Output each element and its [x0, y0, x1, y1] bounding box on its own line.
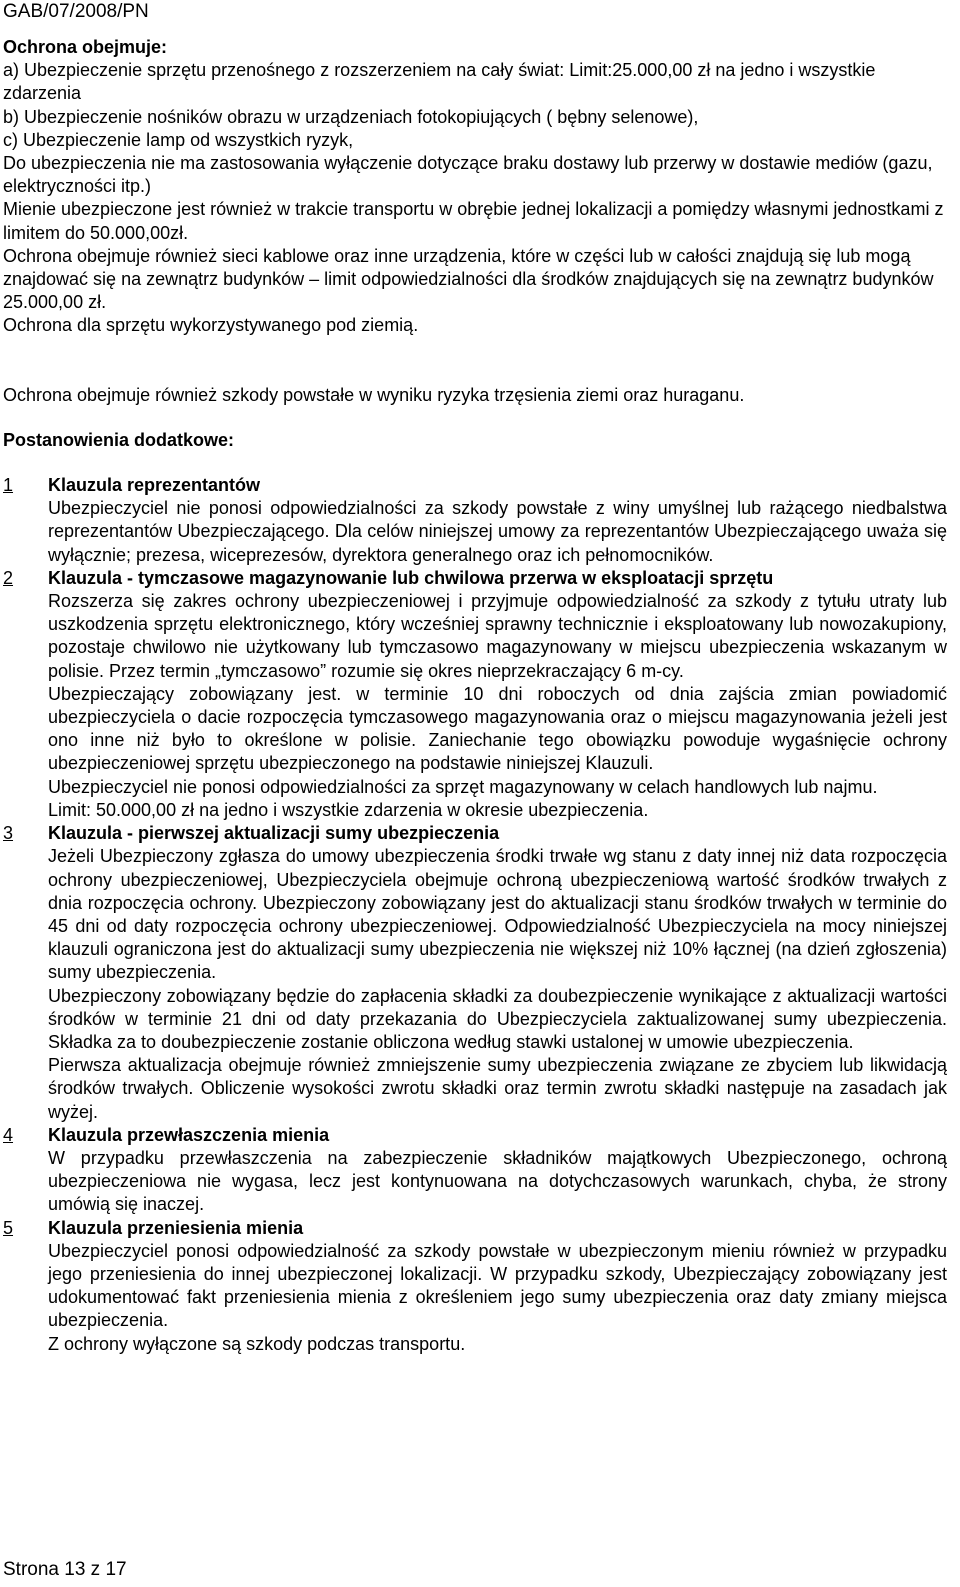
coverage-cable-note: Ochrona obejmuje również sieci kablowe oraz inne urządzenia, które w części lub w całości znajdują się lub mogą znajdować się na zewnątrz budynków – limit odpowiedzialności dla środków znajdujących się na zewnątrz budynków 25.000,00 zł. — [3, 245, 934, 313]
clause-paragraph: Ubezpieczyciel nie ponosi odpowiedzialności za sprzęt magazynowany w celach handlowych lub najmu. — [48, 776, 878, 797]
clause-body — [3, 1240, 947, 1356]
clause-number: 1 — [3, 475, 14, 496]
coverage-line-c: c) Ubezpieczenie lamp od wszystkich ryzyk, — [3, 129, 354, 150]
coverage-underground-note: Ochrona dla sprzętu wykorzystywanego pod ziemią. — [3, 315, 419, 336]
document-id: GAB/07/2008/PN — [3, 1, 149, 22]
clause-header — [3, 474, 947, 497]
clause-paragraph: Pierwsza aktualizacja obejmuje również zmniejszenie sumy ubezpieczenia związane ze zbyciem lub likwidacją środków trwałych. Obliczenie wysokości zwrotu składki oraz termin zwrotu składki następuje na zasadach jak wyżej. — [48, 1055, 947, 1122]
clause-paragraph: Ubezpieczający zobowiązany jest. w terminie 10 dni roboczych od dnia zajścia zmian powiadomić ubezpieczyciela o dacie rozpoczęcia tymczasowego magazynowania oraz o miejscu magazynowania jeżeli jest ono inne niż było to określone w polisie. Zaniechanie tego obowiązku powoduje wygaśnięcie ochrony ubezpieczeniowej sprzętu ubezpieczonego na podstawie niniejszej Klauzuli. — [48, 683, 947, 774]
clause-1 — [3, 474, 947, 567]
clause-paragraph: Rozszerza się zakres ochrony ubezpieczeniowej i przyjmuje odpowiedzialność za szkody z tytułu utraty lub uszkodzenia sprzętu elektronicznego, który wcześniej sprawny technicznie i eksploatowany lub nowozakupiony, pozostaje chwilowo nie użytkowany lub tymczasowo magazynowany w miejscu ubezpieczenia wskazanym w polisie. Przez termin „tymczasowo” rozumie się okres nieprzekraczający 6 m-cy. — [48, 591, 947, 681]
clause-paragraph: Ubezpieczyciel ponosi odpowiedzialność za szkody powstałe w ubezpieczonym mieniu również w przypadku jego przeniesienia do innej ubezpieczonej lokalizacji. W przypadku szkody, Ubezpieczający zobowiązany jest udokumentować fakt przeniesienia mienia z określeniem jego sumy ubezpieczenia oraz daty zmiany miejsca ubezpieczenia. — [48, 1240, 947, 1331]
clause-paragraph: Z ochrony wyłączone są szkody podczas transportu. — [48, 1333, 466, 1354]
coverage-line-b: b) Ubezpieczenie nośników obrazu w urządzeniach fotokopiujących ( bębny selenowe), — [3, 106, 699, 127]
coverage-line-a: a) Ubezpieczenie sprzętu przenośnego z rozszerzeniem na cały świat: Limit:25.000,00 zł na jedno i wszystkie zdarzenia — [3, 60, 876, 104]
page-number: Strona 13 z 17 — [3, 1559, 127, 1580]
clause-paragraph: Ubezpieczony zobowiązany będzie do zapłacenia składki za doubezpieczenie wynikające z aktualizacji wartości środków w terminie 21 dni od daty przekazania do Ubezpieczyciela zaktualizowanej sumy ubezpieczenia. Składka za to doubezpieczenie zostanie obliczona według stawki ustalonej w umowie ubezpieczenia. — [48, 985, 947, 1052]
clause-number: 5 — [3, 1217, 14, 1238]
clause-5 — [3, 1217, 947, 1356]
clause-header — [3, 567, 947, 590]
clause-number: 3 — [3, 823, 14, 844]
clause-header — [3, 1124, 947, 1147]
clause-body — [3, 1147, 947, 1217]
spacer — [3, 452, 947, 474]
clause-body — [3, 497, 947, 567]
clause-header — [3, 1217, 947, 1240]
clause-title: Klauzula - pierwszej aktualizacji sumy ubezpieczenia — [48, 823, 500, 844]
coverage-title: Ochrona obejmuje: — [3, 37, 168, 57]
clause-4 — [3, 1124, 947, 1217]
clause-body — [3, 845, 947, 1123]
clause-3 — [3, 822, 947, 1124]
spacer — [3, 407, 947, 429]
clause-paragraph: Limit: 50.000,00 zł na jedno i wszystkie zdarzenia w okresie ubezpieczenia. — [48, 799, 649, 820]
clause-paragraph: Ubezpieczyciel nie ponosi odpowiedzialności za szkody powstałe z winy umyślnej lub rażącego niedbalstwa reprezentantów Ubezpieczającego. Dla celów niniejszej umowy za reprezentantów Ubezpieczającego uważa się wyłącznie; prezesa, wiceprezesów, dyrektora generalnego oraz ich pełnomocników. — [48, 498, 947, 565]
coverage-transport-note: Mienie ubezpieczone jest również w trakcie transportu w obrębie jednej lokalizacji a pomiędzy własnymi jednostkami z limitem do 50.000,00zł. — [3, 199, 944, 243]
clause-body — [3, 590, 947, 822]
clause-title: Klauzula reprezentantów — [48, 475, 261, 496]
clause-number: 2 — [3, 567, 14, 588]
coverage-exclusion-note: Do ubezpieczenia nie ma zastosowania wyłączenie dotyczące braku dostawy lub przerwy w dostawie mediów (gazu, elektryczności itp.) — [3, 153, 933, 197]
clause-header — [3, 822, 947, 845]
clause-title: Klauzula - tymczasowe magazynowanie lub chwilowa przerwa w eksploatacji sprzętu — [48, 567, 774, 588]
clause-title: Klauzula przewłaszczenia mienia — [48, 1124, 330, 1145]
clause-paragraph: W przypadku przewłaszczenia na zabezpieczenie składników majątkowych Ubezpieczonego, ochroną ubezpieczeniowa nie wygasa, lecz jest kontynuowana na dotychczasowych warunkach, chyba, że strony umówią się inaczej. — [48, 1147, 947, 1215]
coverage-extra-note: Ochrona obejmuje również szkody powstałe w wyniku ryzyka trzęsienia ziemi oraz huraganu. — [3, 384, 745, 405]
spacer — [3, 338, 947, 384]
clause-paragraph: Jeżeli Ubezpieczony zgłasza do umowy ubezpieczenia środki trwałe wg stanu z daty innej niż data rozpoczęcia ochrony ubezpieczeniowej, Ubezpieczyciela obejmuje ochroną ubezpieczeniową wartość środków trwałych z dnia rozpoczęcia ochrony. Ubezpieczony zobowiązany jest do aktualizacji stanu środków trwałych w terminie do 45 dni od daty rozpoczęcia ochrony ubezpieczeniowej. Odpowiedzialność Ubezpieczyciela na mocy niniejszej klauzuli ograniczona jest do aktualizacji sumy ubezpieczenia nie większej niż 10% łącznej (na dzień zgłoszenia) sumy ubezpieczenia. — [48, 846, 947, 983]
document-content — [3, 36, 947, 1356]
provisions-title: Postanowienia dodatkowe: — [3, 429, 235, 450]
clause-2 — [3, 567, 947, 822]
clause-title: Klauzula przeniesienia mienia — [48, 1217, 304, 1238]
clause-number: 4 — [3, 1124, 14, 1145]
